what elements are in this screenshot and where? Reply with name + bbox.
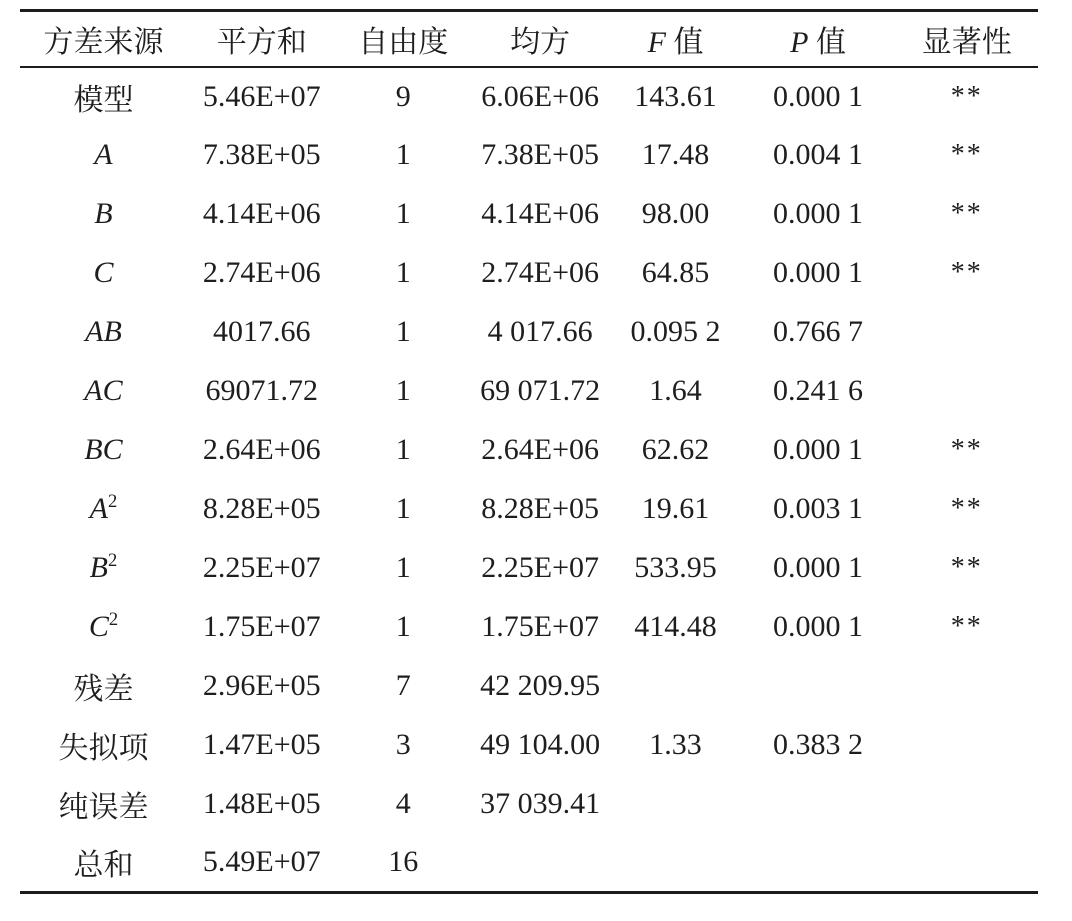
cell-source bbox=[20, 244, 187, 303]
cell-sig bbox=[895, 303, 1038, 362]
cell-df: 1 bbox=[395, 256, 411, 289]
source-label: 模型 bbox=[73, 83, 134, 117]
cell-sig bbox=[895, 657, 1038, 716]
cell-ms: 1.75E+07 bbox=[481, 610, 600, 643]
cell-source bbox=[20, 657, 187, 716]
cell-sig bbox=[895, 775, 1038, 834]
cell-sig: ** bbox=[950, 493, 983, 524]
cell-ss: 1.47E+05 bbox=[202, 728, 321, 761]
cell-p: 0.003 1 bbox=[773, 492, 864, 525]
cell-p bbox=[741, 657, 896, 716]
cell-ms: 7.38E+05 bbox=[481, 138, 600, 171]
source-superscript: 2 bbox=[108, 609, 119, 630]
cell-ss: 2.25E+07 bbox=[202, 551, 321, 584]
table-row bbox=[20, 657, 1038, 716]
cell-f: 143.61 bbox=[634, 79, 717, 113]
table-row bbox=[20, 539, 1038, 598]
cell-p: 0.241 6 bbox=[773, 374, 864, 407]
cell-sig: ** bbox=[950, 257, 983, 288]
cell-df: 1 bbox=[395, 197, 411, 230]
table-row bbox=[20, 834, 1038, 893]
cell-ms: 4 017.66 bbox=[487, 315, 593, 348]
cell-source bbox=[20, 303, 187, 362]
cell-f: 1.64 bbox=[649, 374, 702, 407]
cell-ss: 7.38E+05 bbox=[202, 138, 321, 171]
cell-df: 1 bbox=[395, 610, 411, 643]
table-row bbox=[20, 185, 1038, 244]
header-label-ms: 均方 bbox=[510, 25, 571, 59]
cell-source bbox=[20, 598, 187, 657]
source-superscript: 2 bbox=[107, 491, 118, 512]
cell-f bbox=[610, 834, 740, 893]
cell-f: 1.33 bbox=[649, 728, 702, 761]
cell-f: 533.95 bbox=[634, 551, 717, 584]
cell-ss: 1.48E+05 bbox=[202, 787, 321, 820]
source-label: BC bbox=[84, 433, 123, 466]
cell-p bbox=[741, 834, 896, 893]
cell-ms: 37 039.41 bbox=[480, 787, 601, 820]
cell-p: 0.000 1 bbox=[773, 610, 864, 643]
cell-sig: ** bbox=[950, 434, 983, 465]
cell-df: 1 bbox=[395, 492, 411, 525]
cell-ms: 69 071.72 bbox=[480, 374, 601, 407]
cell-ss: 5.46E+07 bbox=[202, 79, 321, 113]
cell-ms: 6.06E+06 bbox=[481, 79, 600, 113]
source-label: B bbox=[94, 197, 113, 230]
source-label: C bbox=[93, 256, 114, 289]
cell-source bbox=[20, 421, 187, 480]
cell-p: 0.000 1 bbox=[773, 197, 864, 230]
cell-df: 1 bbox=[395, 315, 411, 348]
cell-f: 64.85 bbox=[641, 256, 710, 289]
cell-df: 1 bbox=[395, 138, 411, 171]
cell-f: 62.62 bbox=[641, 433, 710, 466]
source-label: 残差 bbox=[73, 673, 134, 706]
cell-df: 7 bbox=[395, 669, 411, 702]
table-row bbox=[20, 303, 1038, 362]
cell-source bbox=[20, 362, 187, 421]
cell-f: 414.48 bbox=[634, 610, 717, 643]
cell-ss: 8.28E+05 bbox=[202, 492, 321, 525]
table-row bbox=[20, 362, 1038, 421]
cell-ss: 2.74E+06 bbox=[202, 256, 321, 289]
header-italic-f: F bbox=[647, 25, 666, 59]
cell-ms bbox=[470, 834, 610, 893]
source-label: 总和 bbox=[73, 849, 134, 883]
cell-ss: 1.75E+07 bbox=[202, 610, 321, 643]
cell-ss: 69071.72 bbox=[205, 374, 318, 407]
table-row bbox=[20, 775, 1038, 834]
anova-table bbox=[20, 9, 1038, 894]
cell-source bbox=[20, 126, 187, 185]
cell-source bbox=[20, 539, 187, 598]
cell-ms: 42 209.95 bbox=[480, 669, 601, 702]
cell-ss: 4.14E+06 bbox=[202, 197, 321, 230]
source-label: A bbox=[94, 138, 113, 171]
cell-sig bbox=[895, 362, 1038, 421]
cell-ms: 2.64E+06 bbox=[481, 433, 600, 466]
header-label-df: 自由度 bbox=[358, 25, 449, 59]
cell-source bbox=[20, 775, 187, 834]
cell-p: 0.766 7 bbox=[773, 315, 864, 348]
header-cell-df bbox=[337, 11, 470, 67]
cell-df: 4 bbox=[395, 787, 411, 820]
cell-sig: ** bbox=[950, 552, 983, 583]
cell-ms: 2.25E+07 bbox=[481, 551, 600, 584]
header-cell-p bbox=[741, 11, 896, 67]
cell-f: 19.61 bbox=[641, 492, 710, 525]
table-row bbox=[20, 126, 1038, 185]
paper-page bbox=[0, 9, 1072, 921]
cell-df: 3 bbox=[395, 728, 411, 761]
header-cell-source bbox=[20, 11, 187, 67]
cell-p bbox=[741, 775, 896, 834]
cell-df: 1 bbox=[395, 551, 411, 584]
cell-p: 0.004 1 bbox=[773, 138, 864, 171]
cell-ss: 2.96E+05 bbox=[202, 669, 321, 702]
cell-ms: 4.14E+06 bbox=[481, 197, 600, 230]
cell-source bbox=[20, 480, 187, 539]
header-row bbox=[20, 11, 1038, 67]
header-label-p: 值 bbox=[808, 25, 846, 59]
cell-ss: 5.49E+07 bbox=[202, 845, 321, 879]
header-label-ss: 平方和 bbox=[216, 25, 307, 59]
cell-df: 1 bbox=[395, 433, 411, 466]
source-label: AC bbox=[84, 374, 123, 407]
header-label-f: 值 bbox=[665, 25, 704, 59]
cell-source bbox=[20, 185, 187, 244]
table-body bbox=[20, 67, 1038, 893]
header-cell-f bbox=[610, 11, 740, 67]
cell-f: 0.095 2 bbox=[630, 315, 721, 348]
cell-p: 0.383 2 bbox=[773, 728, 864, 761]
cell-f: 17.48 bbox=[641, 138, 710, 171]
cell-f bbox=[610, 775, 740, 834]
source-superscript: 2 bbox=[107, 550, 118, 571]
cell-source bbox=[20, 834, 187, 893]
cell-source bbox=[20, 67, 187, 126]
header-label-source: 方差来源 bbox=[43, 25, 164, 59]
cell-ss: 2.64E+06 bbox=[202, 433, 321, 466]
source-label: A bbox=[89, 492, 108, 525]
table-row bbox=[20, 716, 1038, 775]
cell-ms: 2.74E+06 bbox=[481, 256, 600, 289]
cell-p: 0.000 1 bbox=[773, 256, 864, 289]
header-cell-sig bbox=[895, 11, 1038, 67]
table-row bbox=[20, 480, 1038, 539]
cell-p: 0.000 1 bbox=[773, 551, 864, 584]
table-row bbox=[20, 67, 1038, 126]
cell-ms: 8.28E+05 bbox=[481, 492, 600, 525]
source-label: B bbox=[89, 551, 108, 584]
cell-df: 9 bbox=[395, 79, 411, 113]
cell-ss: 4017.66 bbox=[213, 315, 311, 348]
cell-sig: ** bbox=[950, 198, 983, 229]
cell-df: 1 bbox=[395, 374, 411, 407]
header-cell-ss bbox=[187, 11, 337, 67]
header-italic-p: P bbox=[790, 25, 809, 59]
cell-sig: ** bbox=[950, 80, 983, 112]
cell-sig bbox=[895, 834, 1038, 893]
cell-p: 0.000 1 bbox=[773, 433, 864, 466]
source-label: 失拟项 bbox=[58, 732, 149, 765]
table-row bbox=[20, 598, 1038, 657]
source-label: C bbox=[88, 610, 109, 643]
table-row bbox=[20, 244, 1038, 303]
cell-df: 16 bbox=[388, 845, 419, 879]
cell-f: 98.00 bbox=[641, 197, 710, 230]
cell-source bbox=[20, 716, 187, 775]
source-label: AB bbox=[85, 315, 122, 348]
cell-f bbox=[610, 657, 740, 716]
cell-sig bbox=[895, 716, 1038, 775]
cell-sig: ** bbox=[950, 139, 983, 170]
source-label: 纯误差 bbox=[58, 791, 149, 824]
cell-sig: ** bbox=[950, 611, 983, 642]
header-cell-ms bbox=[470, 11, 610, 67]
header-label-sig: 显著性 bbox=[921, 25, 1012, 59]
cell-ms: 49 104.00 bbox=[480, 728, 601, 761]
table-header bbox=[20, 11, 1038, 67]
cell-p: 0.000 1 bbox=[773, 79, 864, 113]
table-row bbox=[20, 421, 1038, 480]
